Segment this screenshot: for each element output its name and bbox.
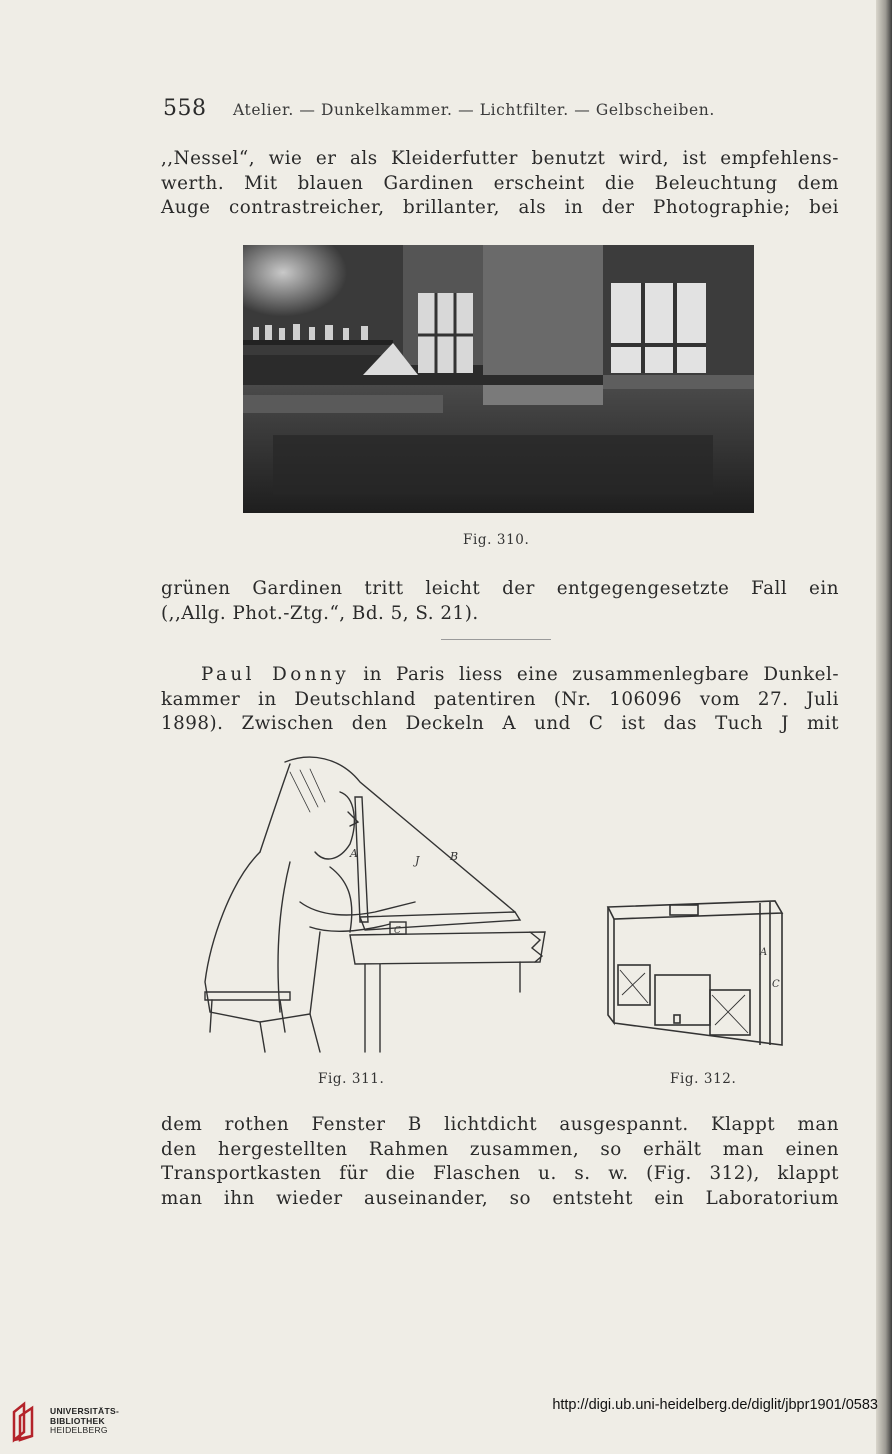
figure-label-j: J <box>415 854 420 867</box>
figure-311-drawing <box>190 752 565 1058</box>
figure-312-caption: Fig. 312. <box>670 1071 737 1087</box>
library-logo-icon <box>10 1400 42 1444</box>
text-line: (,,Allg. Phot.-Ztg.“, Bd. 5, S. 21). <box>161 602 479 624</box>
page-edge-shadow <box>876 0 892 1454</box>
text-line: man ihn wieder auseinander, so entsteht ein Laboratorium <box>161 1187 839 1209</box>
figure-310-photo <box>243 245 754 513</box>
library-line: HEIDELBERG <box>50 1425 108 1435</box>
figure-312-drawing <box>600 895 788 1055</box>
text-line: ,,Nessel“, wie er als Kleiderfutter benutzt wird, ist empfehlens- <box>161 148 839 169</box>
figure-311-caption: Fig. 311. <box>318 1071 385 1087</box>
person-name: Paul Donny <box>201 664 350 685</box>
library-name <box>50 1407 119 1436</box>
text-line: werth. Mit blauen Gardinen erscheint die Beleuchtung dem <box>161 172 839 194</box>
paragraph-3 <box>161 663 839 737</box>
figure-label-c: C <box>394 926 401 936</box>
library-line: BIBLIOTHEK <box>50 1415 105 1426</box>
library-line: UNIVERSITÄTS- <box>50 1406 120 1416</box>
section-divider <box>441 639 551 640</box>
figure-label-b: B <box>450 850 459 863</box>
paragraph-4 <box>161 1113 839 1211</box>
text-line: dem rothen Fenster B lichtdicht ausgespannt. Klappt man <box>161 1114 839 1135</box>
running-head: Atelier. — Dunkelkammer. — Lichtfilter. — Gelbscheiben. <box>233 101 715 119</box>
text-line: grünen Gardinen tritt leicht der entgegengesetzte Fall ein <box>161 578 839 599</box>
text-segment: in Paris liess eine zusammenlegbare Dunkel- <box>349 664 840 685</box>
paragraph-1 <box>161 147 839 221</box>
paragraph-2 <box>161 577 839 626</box>
text-line: den hergestellten Rahmen zusammen, so erhält man einen <box>161 1138 839 1160</box>
text-line: kammer in Deutschland patentiren (Nr. 106096 vom 27. Juli <box>161 688 839 710</box>
page-number: 558 <box>163 96 207 121</box>
text-line: Transportkasten für die Flaschen u. s. w. (Fig. 312), klappt <box>161 1163 839 1184</box>
text-line <box>161 663 839 688</box>
figure-label-c: C <box>772 979 780 990</box>
figure-label-a: A <box>350 847 358 860</box>
source-url-link[interactable]: http://digi.ub.uni-heidelberg.de/diglit/jbpr1901/0583 <box>552 1397 878 1413</box>
text-line: Auge contrastreicher, brillanter, als in der Photographie; bei <box>161 197 839 218</box>
page-header <box>163 96 843 130</box>
figure-310-caption: Fig. 310. <box>463 532 530 548</box>
text-line: 1898). Zwischen den Deckeln A und C ist das Tuch J mit <box>161 713 839 734</box>
figure-label-a: A <box>760 947 768 958</box>
